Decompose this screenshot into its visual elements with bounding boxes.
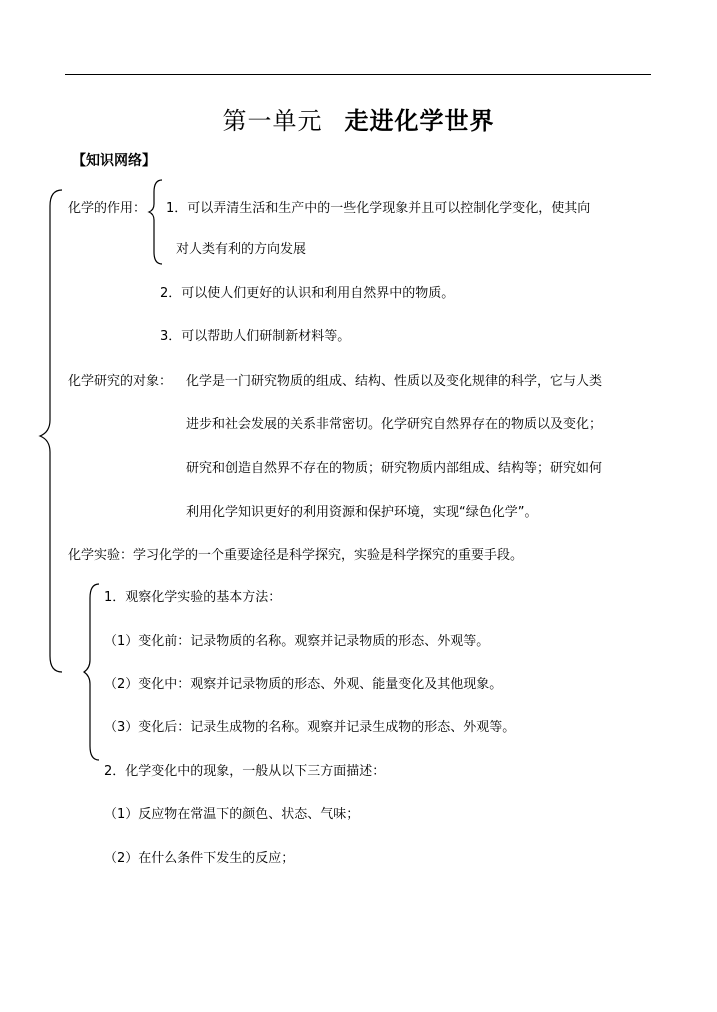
- object-line-2: 进步和社会发展的关系非常密切。化学研究自然界存在的物质以及变化；: [186, 417, 603, 432]
- phenomena-title: 2．化学变化中的现象，一般从以下三方面描述：: [104, 764, 386, 779]
- role-item-1-cont: 对人类有利的方向发展: [176, 242, 307, 257]
- title-topic: 走进化学世界: [344, 107, 495, 135]
- role-item-2: 2．可以使人们更好的认识和利用自然界中的物质。: [160, 286, 455, 301]
- object-line-1: 化学是一门研究物质的组成、结构、性质以及变化规律的科学，它与人类: [186, 374, 603, 389]
- object-label: 化学研究的对象：: [68, 374, 173, 389]
- object-line-4: 利用化学知识更好的利用资源和保护环境，实现“绿色化学”。: [186, 505, 538, 520]
- observe-item-2: （2）变化中：观察并记录物质的形态、外观、能量变化及其他现象。: [104, 677, 503, 692]
- observe-item-1: （1）变化前：记录物质的名称。观察并记录物质的形态、外观等。: [104, 634, 490, 649]
- object-line-3: 研究和创造自然界不存在的物质；研究物质内部组成、结构等；研究如何: [186, 461, 603, 476]
- roles-label: 化学的作用：: [68, 201, 147, 216]
- role-item-1: 1．可以弄清生活和生产中的一些化学现象并且可以控制化学变化，使其向: [166, 201, 591, 216]
- outer-brace: [40, 190, 62, 672]
- section-header: 【知识网络】: [72, 153, 156, 169]
- title-unit: 第一单元: [222, 107, 323, 135]
- experiment-line: 化学实验：学习化学的一个重要途径是科学探究，实验是科学探究的重要手段。: [68, 548, 524, 563]
- role-item-3: 3．可以帮助人们研制新材料等。: [160, 329, 351, 344]
- phenomena-item-2: （2）在什么条件下发生的反应；: [104, 851, 295, 866]
- observe-title: 1．观察化学实验的基本方法：: [104, 590, 282, 605]
- observe-brace: [84, 584, 99, 760]
- roles-brace: [149, 180, 162, 264]
- phenomena-item-1: （1）反应物在常温下的颜色、状态、气味；: [104, 807, 360, 822]
- observe-item-3: （3）变化后：记录生成物的名称。观察并记录生成物的形态、外观等。: [104, 720, 516, 735]
